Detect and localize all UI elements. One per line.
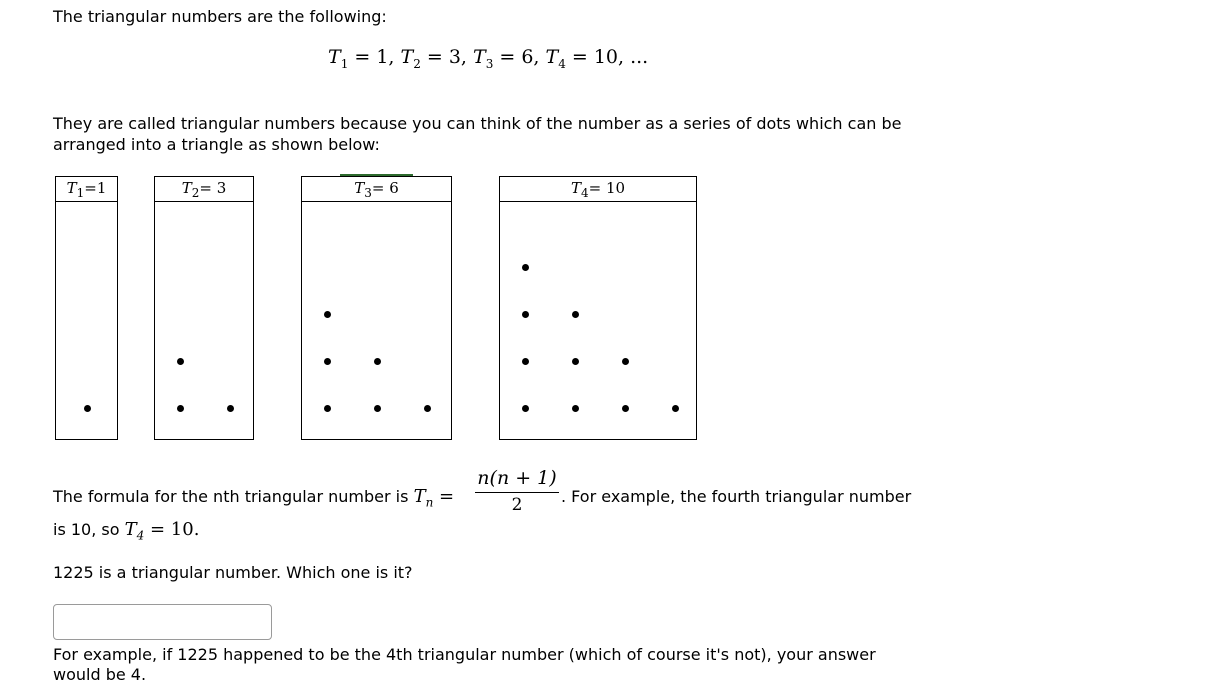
figure-t3-label: $T_3= 6$ xyxy=(302,177,451,202)
figure-t4 xyxy=(499,176,697,440)
sequence-term: $T_3 = 6$, xyxy=(473,46,546,71)
triangle-dot xyxy=(672,405,679,412)
answer-input[interactable] xyxy=(53,604,272,640)
hint-line-1: For example, if 1225 happened to be the 4th triangular number (which of course it's not), your answer xyxy=(53,645,876,664)
formula-lhs: $T_n$ xyxy=(413,486,434,510)
figure-t2-label: $T_2= 3$ xyxy=(155,177,253,202)
triangle-dot xyxy=(374,405,381,412)
triangular-sequence xyxy=(328,46,648,71)
triangle-dot xyxy=(522,264,529,271)
triangle-dot xyxy=(522,358,529,365)
triangle-dot xyxy=(324,405,331,412)
triangle-dot xyxy=(622,358,629,365)
triangle-dot xyxy=(622,405,629,412)
figure-t3 xyxy=(301,176,452,440)
figure-t4-label: $T_4= 10$ xyxy=(500,177,696,202)
question-text: 1225 is a triangular number. Which one is it? xyxy=(53,563,413,582)
formula-prefix: The formula for the nth triangular number is xyxy=(53,487,409,506)
formula-text xyxy=(53,486,454,514)
triangle-dot xyxy=(84,405,91,412)
figure-t1 xyxy=(55,176,118,440)
fraction-denominator: 2 xyxy=(511,495,523,515)
example-symbol: $T_4$ xyxy=(124,519,145,543)
formula-suffix: . For example, the fourth triangular number xyxy=(561,487,912,506)
example-prefix: is 10, so xyxy=(53,520,120,539)
formula-fraction xyxy=(475,466,559,514)
example-value: = 10. xyxy=(144,519,200,540)
fraction-numerator: n(n + 1) xyxy=(477,467,557,489)
formula-equals: = xyxy=(433,486,455,507)
figure-t1-label: $T_1=1$ xyxy=(56,177,117,202)
triangle-dot xyxy=(572,311,579,318)
triangle-dot xyxy=(177,358,184,365)
triangle-dot xyxy=(572,405,579,412)
sequence-ellipsis: ... xyxy=(630,46,649,68)
example-text xyxy=(53,519,199,547)
explanation-line-1: They are called triangular numbers because you can think of the number as a series of dots which can be xyxy=(53,114,902,133)
sequence-term: $T_1 = 1$, xyxy=(328,46,401,71)
explanation-line-2: arranged into a triangle as shown below: xyxy=(53,135,380,154)
triangle-dot xyxy=(522,405,529,412)
hint-line-2: would be 4. xyxy=(53,665,147,684)
triangle-dot xyxy=(177,405,184,412)
triangle-dot xyxy=(324,311,331,318)
figure-t2 xyxy=(154,176,254,440)
triangle-dot xyxy=(374,358,381,365)
triangle-dot xyxy=(227,405,234,412)
intro-text: The triangular numbers are the following: xyxy=(53,7,387,26)
triangle-dot xyxy=(424,405,431,412)
triangle-dot xyxy=(324,358,331,365)
triangle-dot xyxy=(572,358,579,365)
triangle-dot xyxy=(522,311,529,318)
sequence-term: $T_2 = 3$, xyxy=(400,46,473,71)
sequence-term: $T_4 = 10$, xyxy=(545,46,631,71)
